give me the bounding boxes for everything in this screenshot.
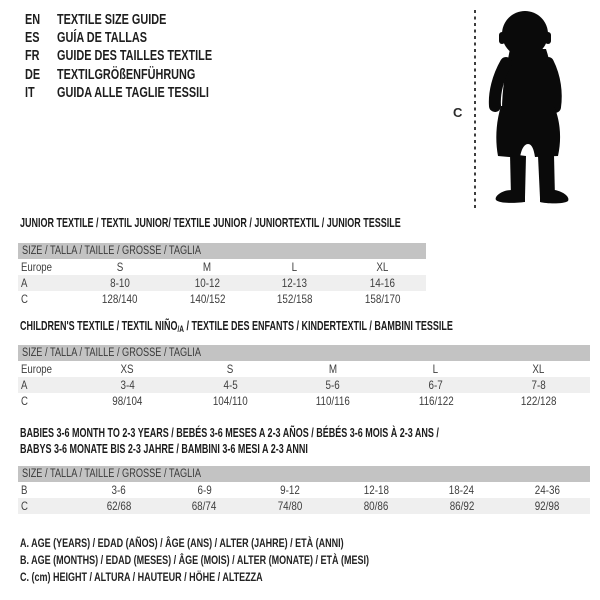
language-title: TEXTILGRÖßENFÜHRUNG: [57, 66, 196, 83]
language-row: [25, 29, 264, 47]
table-cell: [333, 482, 419, 498]
row-label-text: C: [21, 499, 28, 513]
table-cell: [504, 498, 590, 514]
table-cell-text: 98/104: [112, 394, 143, 408]
table-cell: [164, 291, 252, 307]
row-label: [18, 291, 76, 307]
table-cell: [164, 259, 252, 275]
language-code: EN: [25, 12, 41, 29]
table-cell: [76, 377, 179, 393]
section-title-text: [20, 318, 453, 337]
table-cell-text: 68/74: [192, 499, 217, 513]
table-cell: [179, 361, 282, 377]
table-cell: [179, 377, 282, 393]
table-cell-text: 7-8: [531, 378, 546, 392]
language-title: TEXTILE SIZE GUIDE: [57, 12, 167, 29]
table-cell: [384, 377, 487, 393]
table-cell-text: 104/110: [212, 394, 248, 408]
table-cell-text: M: [328, 362, 338, 376]
table-cell-text: 122/128: [520, 394, 557, 408]
table-cell-text: 5-6: [325, 378, 341, 392]
table-cell: [76, 291, 164, 307]
footnote-text: B. AGE (MONTHS) / EDAD (MESES) / ÂGE (MOIS) / ALTER (MONATE) / ETÀ (MESI): [20, 552, 369, 567]
size-header-text: SIZE / TALLA / TAILLE / GRÖSSE / TAGLIA: [22, 468, 201, 480]
table-cell-text: 128/140: [101, 292, 138, 306]
table-cell-text: 86/92: [449, 499, 474, 513]
language-row: [25, 11, 264, 29]
title-part: / TEXTILE DES ENFANTS / KINDERTEXTIL / BAMBINI TESSILE: [183, 319, 453, 333]
table-row: [18, 482, 590, 498]
table-cell-text: 116/122: [418, 394, 454, 408]
table-cell-text: L: [292, 260, 298, 274]
table-cell: [419, 482, 505, 498]
table-cell-text: 9-12: [280, 483, 301, 497]
table-row: [18, 393, 590, 409]
table-cell: [164, 275, 252, 291]
section-junior-textile: [18, 215, 549, 307]
table-cell: [162, 482, 248, 498]
table-cell: [76, 482, 162, 498]
table-cell: [339, 291, 427, 307]
table-cell: [487, 393, 590, 409]
footnote-line: [20, 569, 485, 586]
table-cell-text: 12-18: [363, 483, 389, 497]
language-code: IT: [25, 84, 35, 101]
table-cell-text: 10-12: [194, 276, 220, 290]
table-cell-text: 3-4: [120, 378, 135, 392]
table-cell-text: 3-6: [111, 483, 126, 497]
table-cell: [76, 498, 162, 514]
language-code: FR: [25, 48, 40, 65]
table-cell-text: 6-7: [428, 378, 443, 392]
table-cell: [247, 482, 333, 498]
baby-silhouette-icon: [486, 9, 586, 209]
table-cell-text: 152/158: [276, 292, 313, 306]
language-title: GUIDE DES TAILLES TEXTILE: [57, 48, 213, 65]
table-cell: [384, 361, 487, 377]
footnote-line: [20, 552, 485, 569]
table-cell-text: M: [203, 260, 212, 274]
section-babies-textile: [18, 425, 600, 514]
children-size-table: [18, 345, 590, 409]
table-cell-text: 14-16: [369, 276, 395, 290]
footnotes: [20, 535, 485, 585]
footnote-text: A. AGE (YEARS) / EDAD (AÑOS) / ÂGE (ANS) / ALTER (JAHRE) / ETÀ (ANNI): [20, 536, 344, 550]
table-cell: [282, 393, 385, 409]
table-cell: [282, 377, 385, 393]
footnote-line: [20, 535, 485, 552]
table-cell: [487, 377, 590, 393]
language-code: DE: [25, 66, 41, 83]
row-label: [18, 275, 76, 291]
table-cell-text: 24-36: [534, 483, 560, 497]
language-code: ES: [25, 30, 40, 47]
section-title-text: JUNIOR TEXTILE / TEXTIL JUNIOR/ TEXTILE JUNIOR / JUNIORTEXTIL / JUNIOR TESSILE: [20, 216, 401, 230]
row-label: [18, 498, 76, 514]
table-cell-text: 12-13: [282, 276, 308, 290]
table-cell-text: XL: [376, 260, 389, 274]
size-header-text: SIZE / TALLA / TAILLE / GRÖSSE / TAGLIA: [22, 347, 201, 359]
size-header-band: [18, 466, 590, 482]
size-header-band: [18, 243, 426, 259]
table-cell-text: L: [433, 362, 439, 376]
table-row: [18, 291, 426, 307]
row-label-text: Europe: [21, 260, 52, 274]
table-cell: [333, 498, 419, 514]
table-cell: [251, 275, 339, 291]
language-row: [25, 66, 264, 84]
table-row: [18, 259, 426, 275]
table-cell-text: S: [226, 362, 234, 376]
language-title-list: [25, 11, 264, 102]
title-subscript: /A: [177, 324, 184, 334]
table-cell: [282, 361, 385, 377]
section-title: [18, 318, 600, 334]
row-label-text: A: [21, 378, 28, 392]
table-cell-text: 92/98: [534, 499, 560, 513]
title-part: CHILDREN'S TEXTILE / TEXTIL NIÑO: [20, 319, 178, 333]
size-header-band: [18, 345, 590, 361]
table-cell: [162, 498, 248, 514]
table-cell-text: XL: [532, 362, 545, 376]
table-row: [18, 498, 590, 514]
row-label-text: B: [21, 483, 28, 497]
table-cell-text: 62/68: [106, 499, 132, 513]
row-label-text: A: [21, 276, 28, 290]
section-title: [18, 215, 549, 231]
table-cell-text: 110/116: [315, 394, 351, 408]
table-cell-text: 18-24: [448, 483, 475, 497]
row-label: [18, 361, 76, 377]
table-cell: [339, 275, 427, 291]
table-row: [18, 361, 590, 377]
table-row: [18, 275, 426, 291]
table-cell: [384, 393, 487, 409]
table-row: [18, 377, 590, 393]
row-label-text: Europe: [21, 362, 52, 376]
table-cell-text: 80/86: [363, 499, 389, 513]
row-label-text: C: [21, 292, 28, 306]
section-title: [18, 425, 600, 441]
language-title: GUÍA DE TALLAS: [57, 30, 148, 47]
table-cell: [251, 259, 339, 275]
section-children-textile: [18, 318, 600, 409]
table-cell: [247, 498, 333, 514]
language-row: [25, 84, 264, 102]
size-header-text: SIZE / TALLA / TAILLE / GRÖSSE / TAGLIA: [22, 245, 201, 257]
table-cell: [76, 275, 164, 291]
table-cell: [179, 393, 282, 409]
section-title-text: BABYS 3-6 MONATE BIS 2-3 JAHRE / BAMBINI 3-6 MESI A 2-3 ANNI: [20, 442, 308, 456]
section-title-text: BABIES 3-6 MONTH TO 2-3 YEARS / BEBÉS 3-6 MESES A 2-3 AÑOS / BÉBÉS 3-6 MOIS À 2-3 ANS /: [20, 426, 439, 440]
footnote-text: C. (cm) HEIGHT / ALTURA / HAUTEUR / HÖHE / ALTEZZA: [20, 569, 263, 584]
row-label: [18, 259, 76, 275]
table-cell: [76, 361, 179, 377]
table-cell-text: 6-9: [197, 483, 212, 497]
height-c-label: C: [453, 105, 463, 120]
section-title: [18, 441, 600, 457]
junior-size-table: [18, 243, 426, 307]
table-cell-text: 4-5: [223, 378, 238, 392]
table-cell: [504, 482, 590, 498]
row-label: [18, 482, 76, 498]
table-cell: [487, 361, 590, 377]
table-cell: [339, 259, 427, 275]
row-label-text: C: [21, 394, 28, 408]
table-cell: [76, 393, 179, 409]
row-label: [18, 377, 76, 393]
table-cell-text: 140/152: [189, 292, 226, 306]
table-cell-text: 158/170: [364, 292, 401, 306]
table-cell-text: XS: [120, 362, 134, 376]
table-cell-text: 8-10: [109, 276, 130, 290]
babies-size-table: [18, 466, 590, 514]
row-label: [18, 393, 76, 409]
table-cell: [76, 259, 164, 275]
table-cell: [419, 498, 505, 514]
height-measure-dotted-line-icon: [474, 10, 476, 208]
table-cell-text: 74/80: [277, 499, 303, 513]
language-row: [25, 47, 264, 65]
table-cell: [251, 291, 339, 307]
table-cell-text: S: [116, 260, 124, 274]
language-title: GUIDA ALLE TAGLIE TESSILI: [57, 84, 209, 101]
